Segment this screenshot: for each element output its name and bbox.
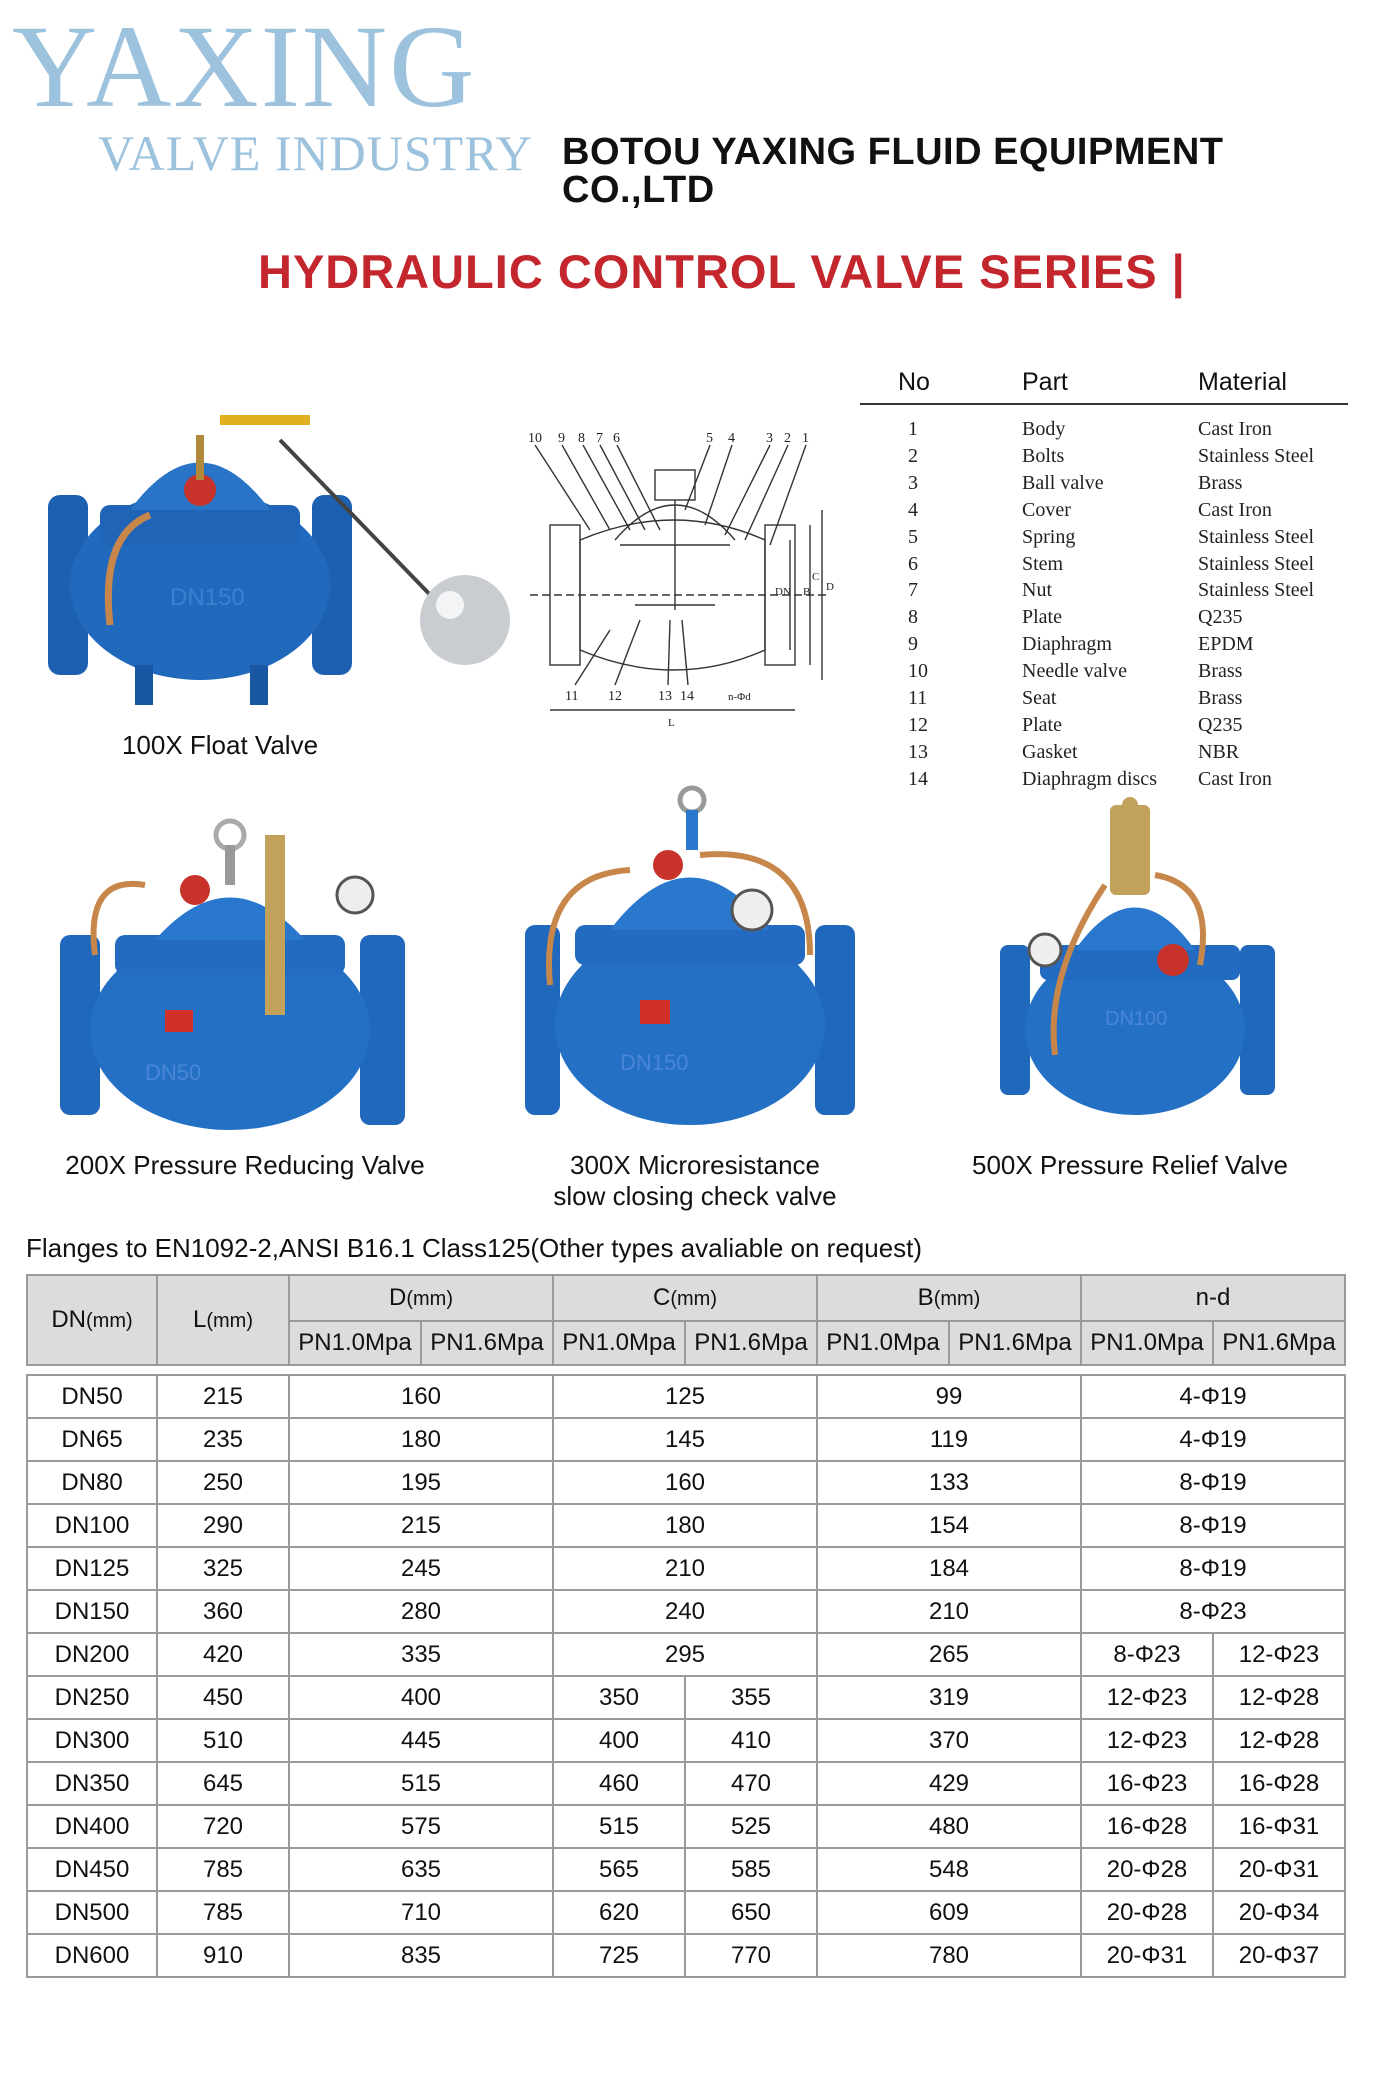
- parts-row-material: Brass: [1198, 687, 1243, 709]
- parts-header-divider: [860, 403, 1348, 405]
- cell-d: 445: [289, 1719, 553, 1762]
- cell-d: 160: [289, 1375, 553, 1418]
- cell-dn: DN125: [27, 1547, 157, 1590]
- parts-row-material: Stainless Steel: [1198, 553, 1315, 575]
- cell-b: 480: [817, 1805, 1081, 1848]
- cell-nd-pn16: 16-Φ31: [1213, 1805, 1345, 1848]
- cell-d: 280: [289, 1590, 553, 1633]
- cell-d: 515: [289, 1762, 553, 1805]
- cell-d: 215: [289, 1504, 553, 1547]
- cell-dn: DN50: [27, 1375, 157, 1418]
- cell-nd-pn10: 12-Φ23: [1081, 1676, 1213, 1719]
- parts-row-no: 1: [908, 418, 918, 440]
- cell-l: 420: [157, 1633, 289, 1676]
- float-valve-image: [40, 395, 520, 715]
- table-row: [27, 1762, 1345, 1805]
- diagram-label-14: 14: [680, 689, 694, 704]
- diagram-label-c: C: [812, 571, 820, 583]
- cell-dn: DN65: [27, 1418, 157, 1461]
- parts-row-part: Diaphragm discs: [1022, 768, 1157, 790]
- diagram-label-8: 8: [578, 431, 585, 446]
- col-header-nd: n-d: [1081, 1275, 1345, 1321]
- pressure-relief-valve-image: [995, 795, 1285, 1125]
- cell-nd-pn10: 12-Φ23: [1081, 1719, 1213, 1762]
- parts-row-no: 14: [908, 768, 928, 790]
- parts-row-no: 6: [908, 553, 918, 575]
- cell-nd: 8-Φ19: [1081, 1504, 1345, 1547]
- parts-row-no: 11: [908, 687, 928, 709]
- diagram-label-3: 3: [766, 431, 773, 446]
- parts-row-material: EPDM: [1198, 633, 1254, 655]
- cell-d: 195: [289, 1461, 553, 1504]
- cell-c-pn16: 585: [685, 1848, 817, 1891]
- cell-nd-pn16: 16-Φ28: [1213, 1762, 1345, 1805]
- cell-dn: DN250: [27, 1676, 157, 1719]
- cell-l: 785: [157, 1848, 289, 1891]
- cell-c-pn10: 350: [553, 1676, 685, 1719]
- parts-header-no: No: [898, 368, 930, 396]
- cell-c-pn10: 725: [553, 1934, 685, 1977]
- diagram-label-7: 7: [596, 431, 603, 446]
- cell-b: 370: [817, 1719, 1081, 1762]
- diagram-label-5: 5: [706, 431, 713, 446]
- float-valve-body-mark: DN150: [170, 584, 245, 611]
- cell-nd: 8-Φ19: [1081, 1547, 1345, 1590]
- cell-l: 325: [157, 1547, 289, 1590]
- cell-dn: DN350: [27, 1762, 157, 1805]
- cell-b: 319: [817, 1676, 1081, 1719]
- cell-dn: DN450: [27, 1848, 157, 1891]
- check-valve-image: [520, 785, 860, 1135]
- subheader-nd-pn16: PN1.6Mpa: [1213, 1321, 1345, 1365]
- table-row: [27, 1590, 1345, 1633]
- table-row: [27, 1461, 1345, 1504]
- cross-section-diagram: [520, 430, 850, 735]
- cell-nd: 8-Φ19: [1081, 1461, 1345, 1504]
- company-name: BOTOU YAXING FLUID EQUIPMENT CO.,LTD: [562, 131, 1224, 211]
- pressure-relief-body-mark: DN100: [1105, 1008, 1168, 1030]
- diagram-label-nd: n-Φd: [728, 691, 751, 703]
- cell-b: 154: [817, 1504, 1081, 1547]
- parts-row-no: 3: [908, 472, 918, 494]
- parts-header-material: Material: [1198, 368, 1287, 396]
- cell-nd-pn16: 12-Φ28: [1213, 1719, 1345, 1762]
- parts-row-material: NBR: [1198, 741, 1240, 763]
- parts-row-material: Stainless Steel: [1198, 445, 1315, 467]
- cell-dn: DN80: [27, 1461, 157, 1504]
- parts-row-no: 10: [908, 660, 928, 682]
- subheader-d-pn16: PN1.6Mpa: [421, 1321, 553, 1365]
- parts-row-part: Seat: [1022, 687, 1057, 709]
- cell-b: 609: [817, 1891, 1081, 1934]
- table-spacer: [27, 1365, 1345, 1375]
- parts-row-part: Plate: [1022, 714, 1062, 736]
- cell-l: 645: [157, 1762, 289, 1805]
- cell-c-pn16: 410: [685, 1719, 817, 1762]
- check-valve-caption-line2: slow closing check valve: [553, 1181, 837, 1211]
- cell-c-pn16: 355: [685, 1676, 817, 1719]
- series-title: HYDRAULIC CONTROL VALVE SERIES |: [258, 245, 1186, 298]
- parts-row-part: Nut: [1022, 579, 1052, 601]
- cell-c: 210: [553, 1547, 817, 1590]
- parts-row-no: 2: [908, 445, 918, 467]
- diagram-label-2: 2: [784, 431, 791, 446]
- cell-d: 835: [289, 1934, 553, 1977]
- parts-row-part: Diaphragm: [1022, 633, 1112, 655]
- cell-b: 210: [817, 1590, 1081, 1633]
- cell-c-pn16: 770: [685, 1934, 817, 1977]
- cell-b: 119: [817, 1418, 1081, 1461]
- parts-header-part: Part: [1022, 368, 1068, 396]
- subheader-c-pn10: PN1.0Mpa: [553, 1321, 685, 1365]
- diagram-label-1: 1: [802, 431, 809, 446]
- cell-dn: DN500: [27, 1891, 157, 1934]
- cell-c: 295: [553, 1633, 817, 1676]
- subheader-b-pn10: PN1.0Mpa: [817, 1321, 949, 1365]
- subheader-nd-pn10: PN1.0Mpa: [1081, 1321, 1213, 1365]
- diagram-label-b: B: [803, 586, 811, 598]
- cell-c-pn10: 565: [553, 1848, 685, 1891]
- logo-wordmark: YAXING: [12, 1, 477, 132]
- pressure-relief-caption: 500X Pressure Relief Valve: [971, 1150, 1288, 1180]
- subheader-c-pn16: PN1.6Mpa: [685, 1321, 817, 1365]
- cell-dn: DN400: [27, 1805, 157, 1848]
- table-row: [27, 1719, 1345, 1762]
- cell-c-pn16: 470: [685, 1762, 817, 1805]
- cell-l: 360: [157, 1590, 289, 1633]
- pressure-reducing-body-mark: DN50: [145, 1060, 202, 1085]
- diagram-label-d: D: [826, 581, 834, 593]
- table-row: [27, 1504, 1345, 1547]
- cell-nd: 4-Φ19: [1081, 1375, 1345, 1418]
- cell-d: 335: [289, 1633, 553, 1676]
- cell-nd-pn16: 20-Φ31: [1213, 1848, 1345, 1891]
- parts-row-no: 8: [908, 606, 918, 628]
- cell-b: 184: [817, 1547, 1081, 1590]
- parts-row-no: 9: [908, 633, 918, 655]
- cell-b: 429: [817, 1762, 1081, 1805]
- table-row: [27, 1375, 1345, 1418]
- cell-dn: DN150: [27, 1590, 157, 1633]
- parts-row-no: 12: [908, 714, 928, 736]
- cell-c: 180: [553, 1504, 817, 1547]
- parts-row-part: Ball valve: [1022, 472, 1104, 494]
- check-valve-body-mark: DN150: [620, 1050, 689, 1075]
- col-header-b: B(mm): [817, 1275, 1081, 1321]
- col-header-l: L(mm): [157, 1275, 289, 1365]
- cell-nd-pn10: 20-Φ31: [1081, 1934, 1213, 1977]
- col-header-c: C(mm): [553, 1275, 817, 1321]
- table-row: [27, 1676, 1345, 1719]
- flange-standard-note: Flanges to EN1092-2,ANSI B16.1 Class125(Other types avaliable on request): [26, 1233, 923, 1263]
- cell-nd-pn16: 12-Φ23: [1213, 1633, 1345, 1676]
- parts-row-material: Brass: [1198, 472, 1243, 494]
- logo-subtitle: VALVE INDUSTRY: [98, 125, 533, 181]
- cell-c: 145: [553, 1418, 817, 1461]
- cell-l: 510: [157, 1719, 289, 1762]
- cell-b: 780: [817, 1934, 1081, 1977]
- col-header-d: D(mm): [289, 1275, 553, 1321]
- subheader-b-pn16: PN1.6Mpa: [949, 1321, 1081, 1365]
- parts-row-part: Needle valve: [1022, 660, 1127, 682]
- cell-dn: DN600: [27, 1934, 157, 1977]
- dimensions-table: [26, 1274, 1346, 1978]
- diagram-label-13: 13: [658, 689, 672, 704]
- diagram-label-11: 11: [565, 689, 579, 704]
- check-valve-caption-line1: 300X Microresistance: [570, 1150, 820, 1180]
- table-row: [27, 1848, 1345, 1891]
- parts-row-no: 4: [908, 499, 918, 521]
- dimensions-table-body: [27, 1365, 1345, 1977]
- cell-d: 400: [289, 1676, 553, 1719]
- parts-row-material: Brass: [1198, 660, 1243, 682]
- parts-row-material: Q235: [1198, 714, 1243, 736]
- cell-nd-pn10: 16-Φ23: [1081, 1762, 1213, 1805]
- table-row: [27, 1891, 1345, 1934]
- cell-c-pn16: 525: [685, 1805, 817, 1848]
- parts-row-material: Cast Iron: [1198, 499, 1272, 521]
- parts-row-part: Gasket: [1022, 741, 1078, 763]
- cell-l: 450: [157, 1676, 289, 1719]
- cell-nd-pn16: 12-Φ28: [1213, 1676, 1345, 1719]
- parts-row-material: Cast Iron: [1198, 768, 1272, 790]
- diagram-label-9: 9: [558, 431, 565, 446]
- cell-d: 180: [289, 1418, 553, 1461]
- cell-d: 635: [289, 1848, 553, 1891]
- cell-dn: DN300: [27, 1719, 157, 1762]
- cell-dn: DN200: [27, 1633, 157, 1676]
- cell-d: 575: [289, 1805, 553, 1848]
- cell-c-pn10: 620: [553, 1891, 685, 1934]
- cell-c-pn10: 460: [553, 1762, 685, 1805]
- cell-b: 548: [817, 1848, 1081, 1891]
- cell-l: 910: [157, 1934, 289, 1977]
- cell-nd-pn16: 20-Φ34: [1213, 1891, 1345, 1934]
- cell-nd-pn10: 8-Φ23: [1081, 1633, 1213, 1676]
- cell-l: 235: [157, 1418, 289, 1461]
- diagram-label-4: 4: [728, 431, 735, 446]
- cell-b: 99: [817, 1375, 1081, 1418]
- cell-c: 240: [553, 1590, 817, 1633]
- cell-d: 710: [289, 1891, 553, 1934]
- parts-row-material: Stainless Steel: [1198, 526, 1315, 548]
- parts-row-part: Body: [1022, 418, 1066, 440]
- cell-b: 133: [817, 1461, 1081, 1504]
- pressure-reducing-valve-image: [55, 815, 415, 1135]
- cell-l: 290: [157, 1504, 289, 1547]
- cell-nd-pn16: 20-Φ37: [1213, 1934, 1345, 1977]
- diagram-label-dn: DN: [775, 586, 791, 598]
- table-row: [27, 1633, 1345, 1676]
- pressure-reducing-caption: 200X Pressure Reducing Valve: [65, 1150, 425, 1180]
- cell-l: 215: [157, 1375, 289, 1418]
- parts-row-part: Spring: [1022, 526, 1076, 548]
- table-row: [27, 1547, 1345, 1590]
- diagram-label-l: L: [668, 717, 675, 729]
- cell-c-pn10: 515: [553, 1805, 685, 1848]
- diagram-label-10: 10: [528, 431, 542, 446]
- cell-nd-pn10: 16-Φ28: [1081, 1805, 1213, 1848]
- table-row: [27, 1418, 1345, 1461]
- check-valve-caption: [505, 1150, 885, 1212]
- parts-row-part: Stem: [1022, 553, 1064, 575]
- cell-c-pn10: 400: [553, 1719, 685, 1762]
- cell-dn: DN100: [27, 1504, 157, 1547]
- cell-nd: 8-Φ23: [1081, 1590, 1345, 1633]
- cell-l: 785: [157, 1891, 289, 1934]
- parts-row-no: 13: [908, 741, 928, 763]
- cell-nd: 4-Φ19: [1081, 1418, 1345, 1461]
- parts-row-material: Q235: [1198, 606, 1243, 628]
- parts-row-no: 7: [908, 579, 918, 601]
- parts-row-part: Plate: [1022, 606, 1062, 628]
- diagram-label-12: 12: [608, 689, 622, 704]
- parts-row-part: Cover: [1022, 499, 1071, 521]
- cell-nd-pn10: 20-Φ28: [1081, 1848, 1213, 1891]
- subheader-d-pn10: PN1.0Mpa: [289, 1321, 421, 1365]
- table-row: [27, 1934, 1345, 1977]
- table-row: [27, 1805, 1345, 1848]
- diagram-label-6: 6: [613, 431, 620, 446]
- cell-d: 245: [289, 1547, 553, 1590]
- cell-c: 160: [553, 1461, 817, 1504]
- float-valve-caption: 100X Float Valve: [121, 730, 319, 760]
- cell-nd-pn10: 20-Φ28: [1081, 1891, 1213, 1934]
- cell-l: 720: [157, 1805, 289, 1848]
- parts-row-material: Stainless Steel: [1198, 579, 1315, 601]
- col-header-dn: DN(mm): [27, 1275, 157, 1365]
- cell-c-pn16: 650: [685, 1891, 817, 1934]
- parts-row-no: 5: [908, 526, 918, 548]
- parts-row-part: Bolts: [1022, 445, 1065, 467]
- cell-l: 250: [157, 1461, 289, 1504]
- cell-c: 125: [553, 1375, 817, 1418]
- cell-b: 265: [817, 1633, 1081, 1676]
- parts-row-material: Cast Iron: [1198, 418, 1272, 440]
